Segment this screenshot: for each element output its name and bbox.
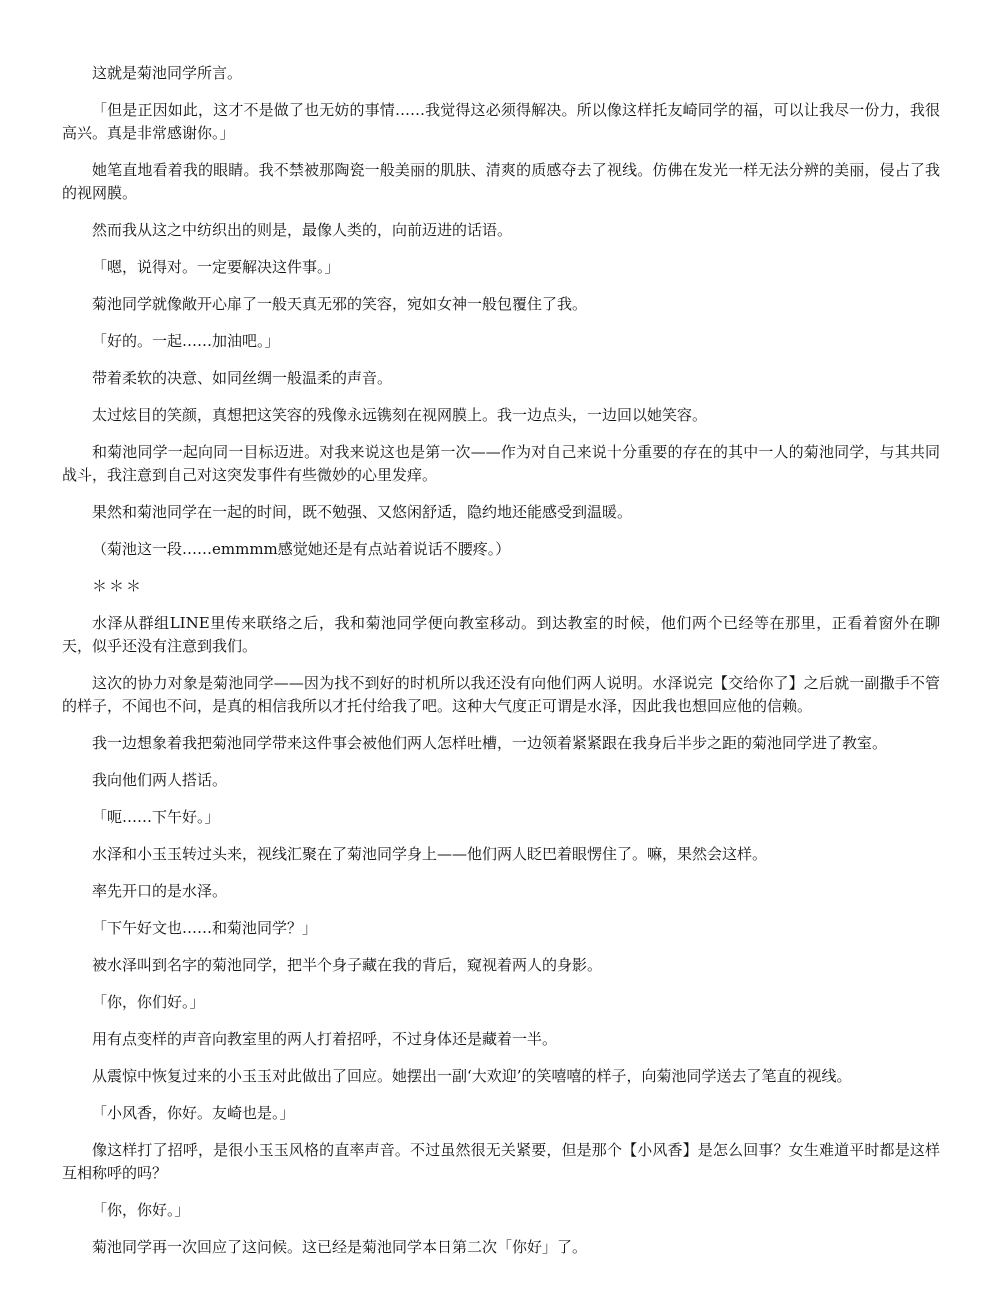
paragraph-16: 我一边想象着我把菊池同学带来这件事会被他们两人怎样吐槽，一边领着紧紧跟在我身后半步之距的菊池同学进了教室。 bbox=[92, 734, 888, 752]
paragraph-1: 这就是菊池同学所言。 bbox=[92, 64, 243, 82]
paragraph-18: 「呃……下午好。」 bbox=[92, 808, 220, 826]
paragraph-29: 菊池同学再一次回应了这问候。这已经是菊池同学本日第二次「你好」了。 bbox=[92, 1238, 588, 1256]
paragraph-27: 像这样打了招呼，是很小玉玉风格的直率声音。不过虽然很无关紧要，但是那个【小风香】是怎么回事？女生难道平时都是这样互相称呼的吗？ bbox=[62, 1141, 940, 1182]
paragraph-23: 「你，你们好。」 bbox=[92, 993, 205, 1011]
translator-note: （菊池这一段……emmmm感觉她还是有点站着说话不腰疼。） bbox=[92, 540, 511, 558]
paragraph-8: 带着柔软的决意、如同丝绸一般温柔的声音。 bbox=[92, 369, 393, 387]
paragraph-17: 我向他们两人搭话。 bbox=[92, 771, 228, 789]
paragraph-5: 「嗯，说得对。一定要解决这件事。」 bbox=[92, 258, 340, 276]
document-page bbox=[62, 62, 940, 1273]
paragraph-19: 水泽和小玉玉转过头来，视线汇聚在了菊池同学身上——他们两人眨巴着眼愣住了。嘛，果然会这样。 bbox=[92, 845, 768, 863]
paragraph-15: 这次的协力对象是菊池同学——因为找不到好的时机所以我还没有向他们两人说明。水泽说完【交给你了】之后就一副撒手不管的样子，不闻也不问，是真的相信我所以才托付给我了吧。这种大气度正可谓是水泽，因此我也想回应他的信赖。 bbox=[62, 674, 940, 715]
paragraph-4: 然而我从这之中纺织出的则是，最像人类的，向前迈进的话语。 bbox=[92, 221, 513, 239]
paragraph-14: 水泽从群组LINE里传来联络之后，我和菊池同学便向教室移动。到达教室的时候，他们两个已经等在那里，正看着窗外在聊天，似乎还没有注意到我们。 bbox=[62, 614, 940, 655]
paragraph-20: 率先开口的是水泽。 bbox=[92, 882, 228, 900]
paragraph-6: 菊池同学就像敞开心扉了一般天真无邪的笑容，宛如女神一般包覆住了我。 bbox=[92, 295, 588, 313]
paragraph-21: 「下午好文也……和菊池同学？」 bbox=[92, 919, 318, 937]
paragraph-7: 「好的。一起……加油吧。」 bbox=[92, 332, 280, 350]
paragraph-10: 和菊池同学一起向同一目标迈进。对我来说这也是第一次——作为对自己来说十分重要的存在的其中一人的菊池同学，与其共同战斗，我注意到自己对这突发事件有些微妙的心里发痒。 bbox=[62, 443, 940, 484]
paragraph-2: 「但是正因如此，这才不是做了也无妨的事情……我觉得这必须得解决。所以像这样托友崎同学的福，可以让我尽一份力，我很高兴。真是非常感谢你。」 bbox=[62, 101, 940, 142]
scene-separator: ＊＊＊ bbox=[92, 577, 144, 595]
paragraph-28: 「你，你好。」 bbox=[92, 1201, 190, 1219]
paragraph-26: 「小风香，你好。友崎也是。」 bbox=[92, 1104, 295, 1122]
paragraph-25: 从震惊中恢复过来的小玉玉对此做出了回应。她摆出一副‘大欢迎’的笑嘻嘻的样子，向菊池同学送去了笔直的视线。 bbox=[92, 1067, 852, 1085]
paragraph-9: 太过炫目的笑颜，真想把这笑容的残像永远镌刻在视网膜上。我一边点头，一边回以她笑容。 bbox=[92, 406, 708, 424]
paragraph-3: 她笔直地看着我的眼睛。我不禁被那陶瓷一般美丽的肌肤、清爽的质感夺去了视线。仿佛在发光一样无法分辨的美丽，侵占了我的视网膜。 bbox=[62, 161, 940, 202]
paragraph-24: 用有点变样的声音向教室里的两人打着招呼，不过身体还是藏着一半。 bbox=[92, 1030, 558, 1048]
paragraph-22: 被水泽叫到名字的菊池同学，把半个身子藏在我的背后，窥视着两人的身影。 bbox=[92, 956, 603, 974]
paragraph-11: 果然和菊池同学在一起的时间，既不勉强、又悠闲舒适，隐约地还能感受到温暖。 bbox=[92, 503, 633, 521]
